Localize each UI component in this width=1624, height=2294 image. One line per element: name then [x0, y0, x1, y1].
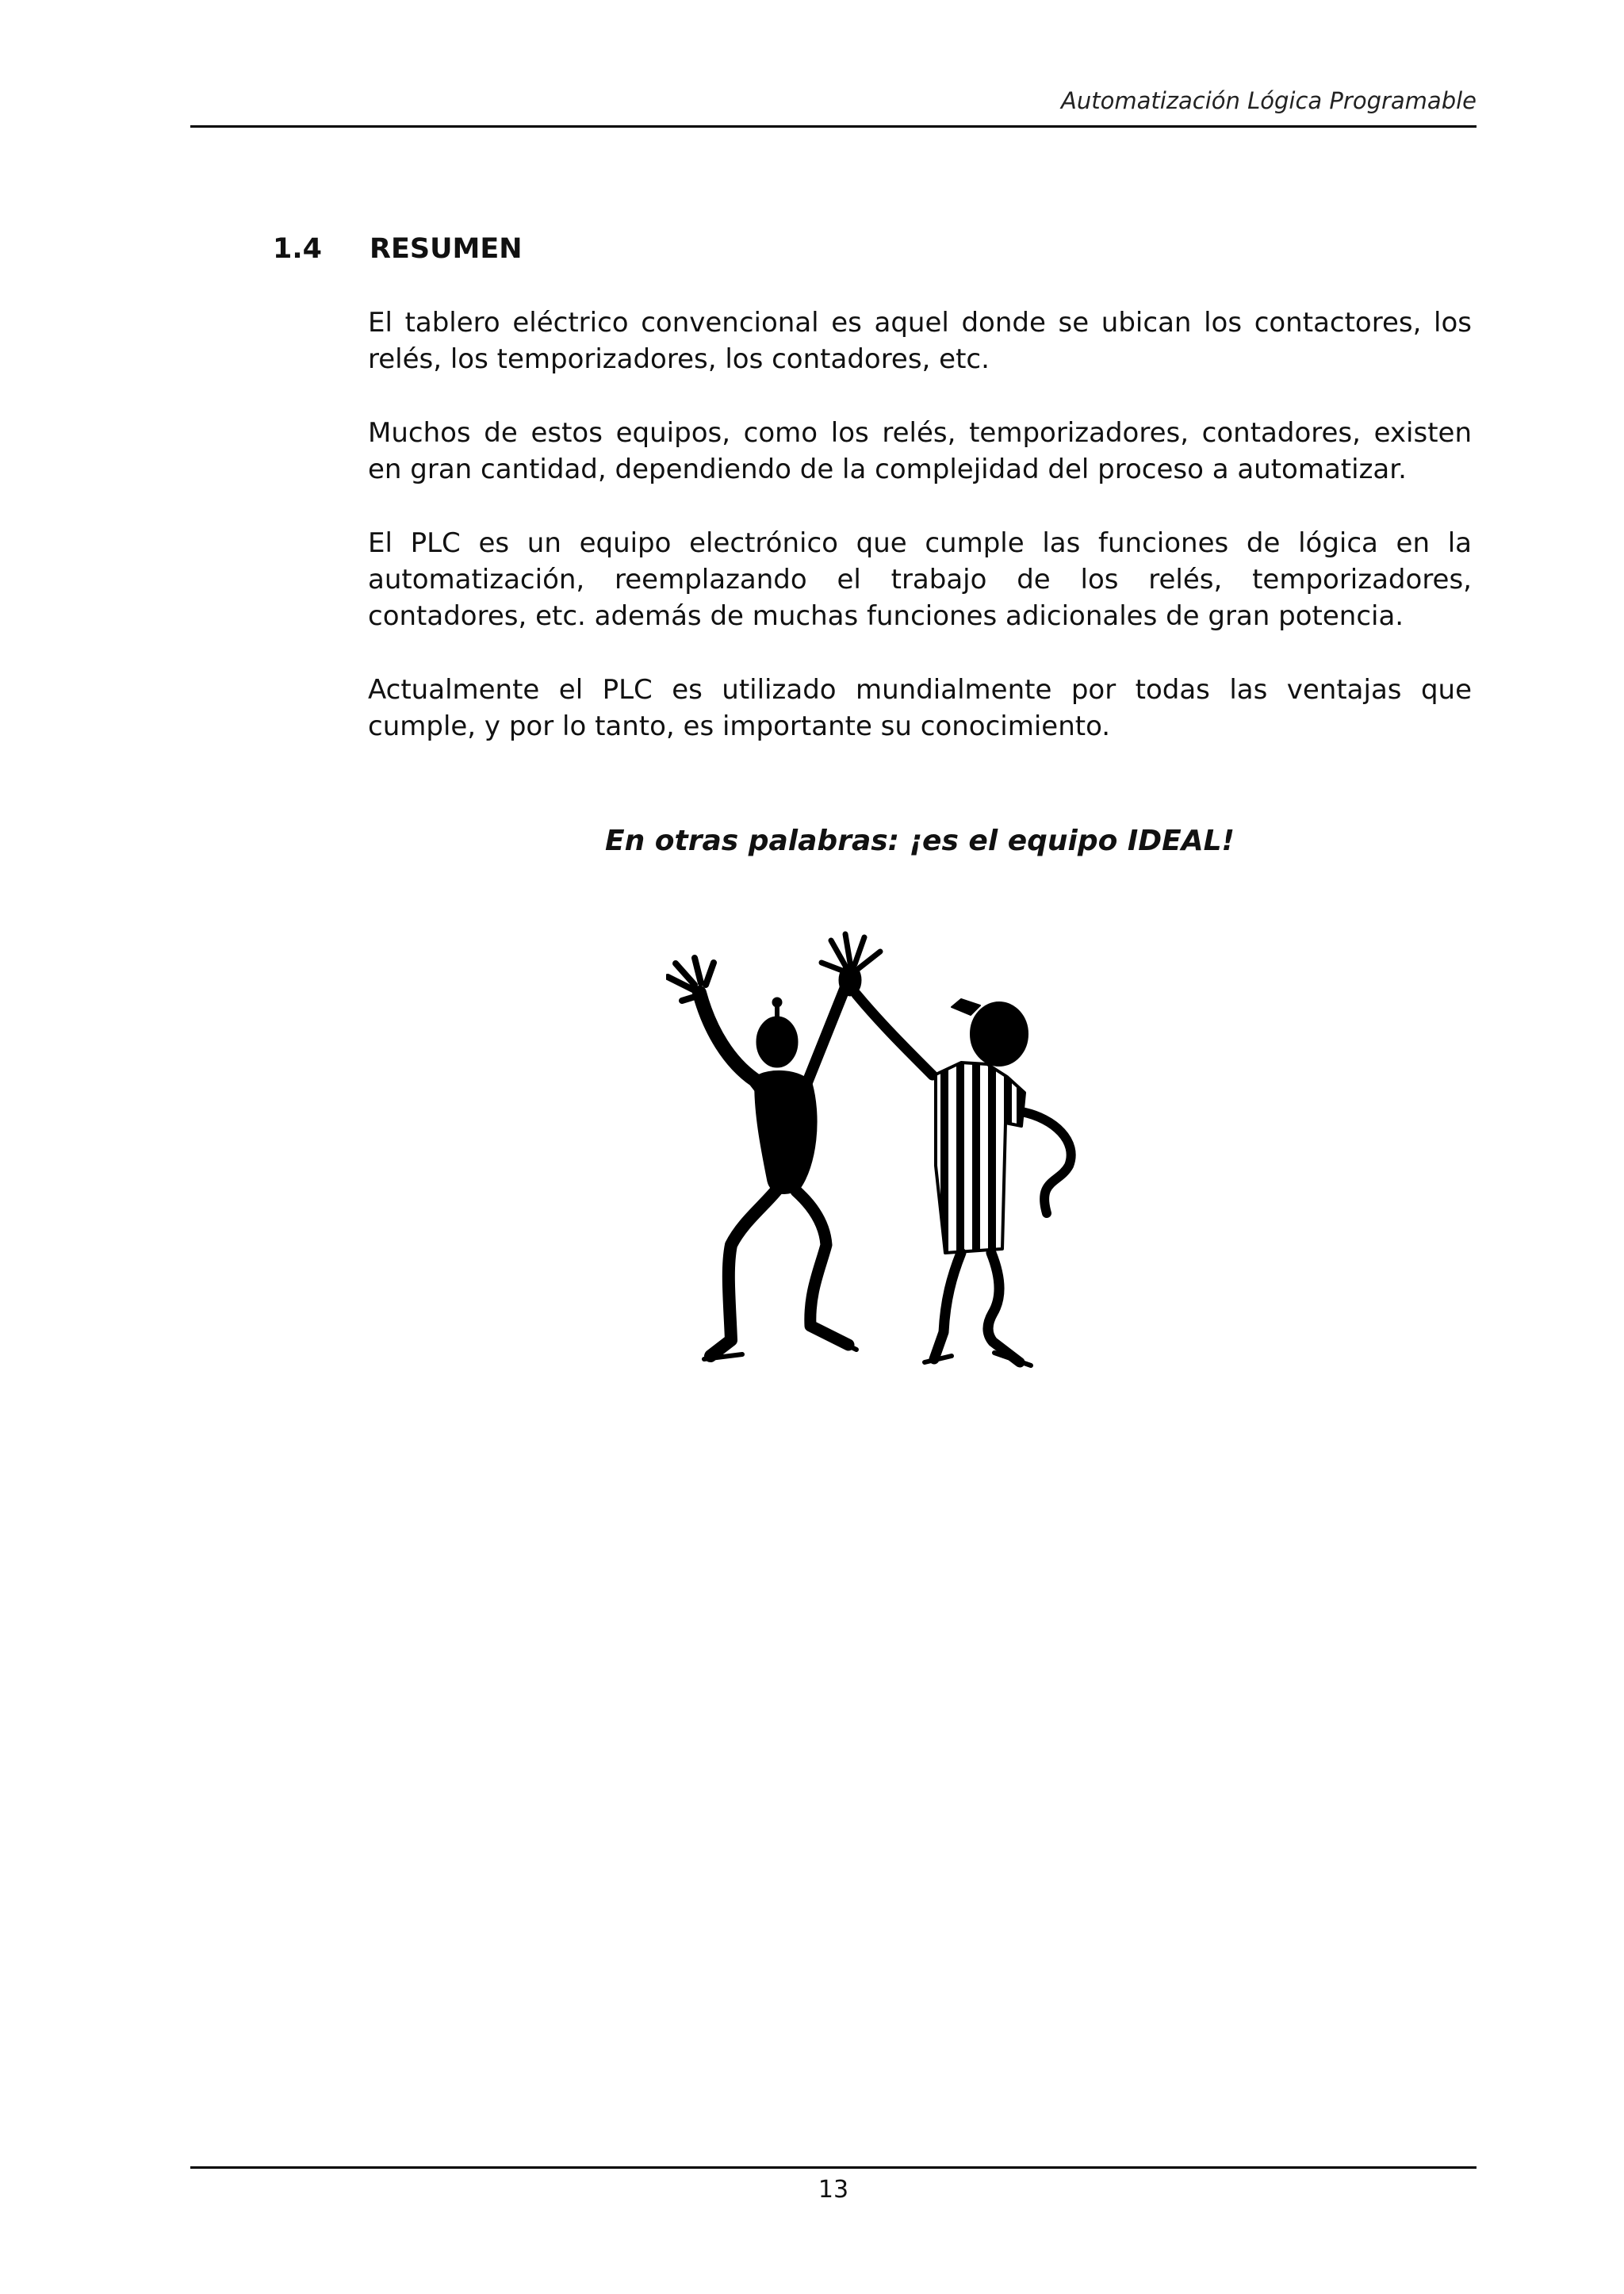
left-figure	[668, 958, 856, 1359]
right-figure	[856, 994, 1071, 1365]
callout-text: En otras palabras: ¡es el equipo IDEAL!	[605, 825, 1235, 857]
footer-rule	[190, 2166, 1477, 2169]
body-text	[368, 304, 1472, 745]
page-number: 13	[818, 2176, 849, 2204]
section-number: 1.4	[273, 233, 323, 265]
paragraph-2: Muchos de estos equipos, como los relés, temporizadores, contadores, existen en gran cantidad, dependiendo de la complejidad del proceso a automatizar.	[368, 417, 1472, 485]
running-header: Automatización Lógica Programable	[1061, 87, 1477, 114]
paragraph-3: El PLC es un equipo electrónico que cumple las funciones de lógica en la automatización, reemplazando el trabajo de los relés, temporizadores, contadores, etc. además de muchas funciones adicionales de gran potencia.	[368, 527, 1472, 632]
paragraph-1: El tablero eléctrico convencional es aquel donde se ubican los contactores, los relés, los temporizadores, los contadores, etc.	[368, 307, 1472, 375]
high-five-figures-icon	[666, 928, 1110, 1380]
section-title: RESUMEN	[370, 233, 523, 265]
section-heading	[273, 233, 523, 265]
header-rule	[190, 125, 1477, 128]
joined-hands	[822, 934, 880, 996]
paragraph-4: Actualmente el PLC es utilizado mundialmente por todas las ventajas que cumple, y por lo tanto, es importante su conocimiento.	[368, 674, 1472, 742]
